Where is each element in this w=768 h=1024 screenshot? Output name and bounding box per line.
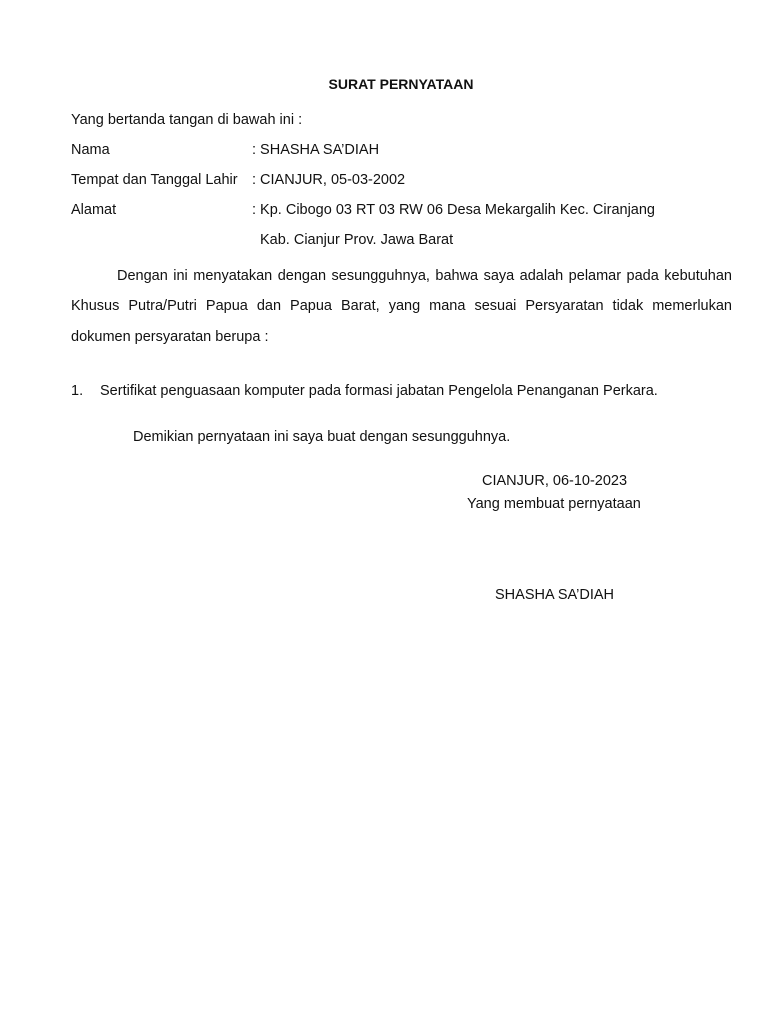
intro-text: Yang bertanda tangan di bawah ini : <box>71 112 303 128</box>
alamat-value-line1: : Kp. Cibogo 03 RT 03 RW 06 Desa Mekargalih Kec. Ciranjang <box>252 202 655 218</box>
list-item-number: 1. <box>71 383 84 399</box>
signature-name: SHASHA SA’DIAH <box>495 587 614 603</box>
signature-caption: Yang membuat pernyataan <box>467 496 641 512</box>
nama-value: : SHASHA SA’DIAH <box>252 142 380 158</box>
closing-statement: Demikian pernyataan ini saya buat dengan sesungguhnya. <box>133 429 511 445</box>
body-paragraph: Dengan ini menyatakan dengan sesungguhnya, bahwa saya adalah pelamar pada kebutuhan Khusus Putra/Putri Papua dan Papua Barat, yang mana sesuai Persyaratan tidak memerlukan dokumen persyaratan berupa : <box>71 268 732 345</box>
alamat-value-line2: Kab. Cianjur Prov. Jawa Barat <box>260 232 454 248</box>
ttl-value: : CIANJUR, 05-03-2002 <box>252 172 406 188</box>
nama-label: Nama <box>71 142 110 158</box>
document-title: SURAT PERNYATAAN <box>328 76 474 92</box>
alamat-label: Alamat <box>71 202 117 218</box>
list-item-text: Sertifikat penguasaan komputer pada formasi jabatan Pengelola Penanganan Perkara. <box>100 383 658 399</box>
ttl-label: Tempat dan Tanggal Lahir <box>71 172 238 188</box>
signature-place-date: CIANJUR, 06-10-2023 <box>482 473 628 489</box>
